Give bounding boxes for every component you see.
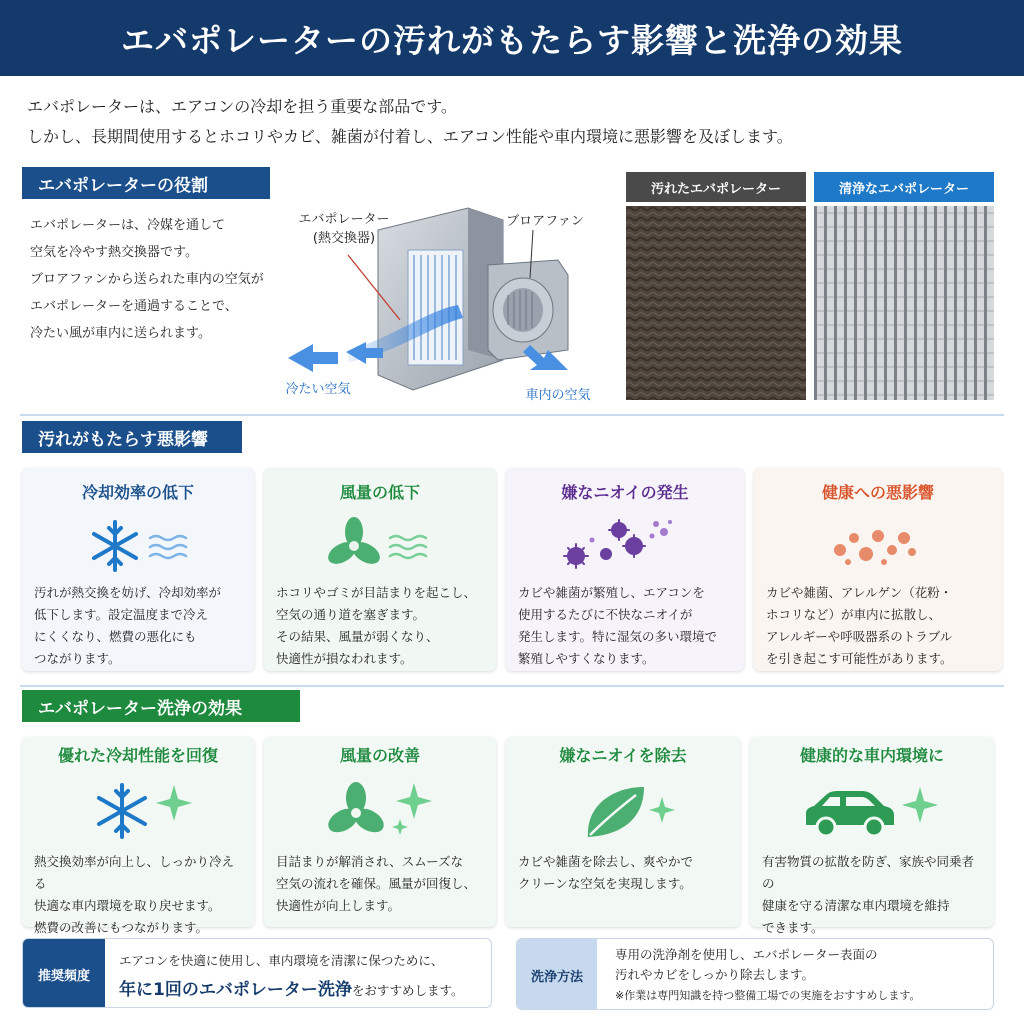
section-heading-benefits: エバポレーター洗浄の効果 xyxy=(22,690,300,722)
role-line: 冷たい風が車内に送られます。 xyxy=(30,326,211,341)
benefit-card-health xyxy=(750,737,994,935)
section-divider xyxy=(20,685,1004,687)
clean-evaporator-panel xyxy=(814,172,994,400)
fan-sparkle-icon xyxy=(264,773,496,849)
role-line: 空気を冷やす熱交換器です。 xyxy=(30,245,198,260)
effect-card-line: 発生します。特に湿気の多い環境で xyxy=(518,629,718,644)
effect-card-line: ホコリやゴミが目詰まりを起こし、 xyxy=(276,585,477,600)
intro-line-2: しかし、長期間使用するとホコリやカビ、雑菌が付着し、エアコン性能や車内環境に悪影響を及ぼします。 xyxy=(27,127,793,146)
cabin-air-label: 車内の空気 xyxy=(525,388,591,403)
effect-card-line: カビや雑菌、アレルゲン（花粉・ xyxy=(766,585,953,600)
benefit-card-body xyxy=(518,851,732,895)
cleaning-method-line: 汚れやカビをしっかり除去します。 xyxy=(615,967,815,982)
benefit-card-line: 健康を守る清潔な車内環境を維持 xyxy=(762,898,950,913)
dirty-evaporator-panel xyxy=(626,172,806,400)
intro-line-1: エバポレーターは、エアコンの冷却を担う重要な部品です。 xyxy=(27,97,457,116)
recommended-frequency-tag: 推奨頻度 xyxy=(23,939,105,1008)
effect-card-line: を引き起こす可能性があります。 xyxy=(766,651,953,666)
benefit-card-body xyxy=(762,851,986,939)
effect-card-line: にくくなり、燃費の悪化にも xyxy=(34,629,197,644)
leaf-sparkle-icon xyxy=(506,773,740,849)
intro-text xyxy=(27,92,1007,152)
effect-card-line: 低下します。設定温度まで冷え xyxy=(34,607,209,622)
page-title: エバポレーターの汚れがもたらす影響と洗浄の効果 xyxy=(121,20,903,60)
dirty-evaporator-photo xyxy=(626,206,806,400)
benefit-card-body xyxy=(34,851,246,939)
effect-card-body xyxy=(766,582,994,670)
cleaning-method-note: ※作業は専門知識を持つ整備工場での実施をおすすめします。 xyxy=(615,989,921,1002)
effect-card-body xyxy=(34,582,246,670)
role-line: エバポレーターを通過することで、 xyxy=(30,299,238,314)
evaporator-label-line: エバポレーター xyxy=(298,212,390,227)
car-sparkle-icon xyxy=(750,773,994,849)
benefit-card-line: クリーンな空気を実現します。 xyxy=(518,876,692,891)
recommended-frequency-highlight xyxy=(119,975,463,1000)
effect-card-title: 健康への悪影響 xyxy=(821,483,934,502)
dirty-evaporator-title: 汚れたエバポレーター xyxy=(626,172,806,202)
benefit-card-line: カビや雑菌を除去し、爽やかで xyxy=(518,854,694,869)
effect-card-line: 快適性が損なわれます。 xyxy=(276,651,413,666)
evaporator-diagram xyxy=(268,200,608,410)
effect-card-title: 嫌なニオイの発生 xyxy=(561,483,689,502)
role-line: ブロアファンから送られた車内の空気が xyxy=(30,272,264,287)
effect-card-title: 風量の低下 xyxy=(339,483,420,502)
effect-card-title: 冷却効率の低下 xyxy=(81,483,194,502)
clean-evaporator-photo xyxy=(814,206,994,400)
benefit-card-cooling xyxy=(22,737,254,935)
benefit-card-line: 快適な車内環境を取り戻せます。 xyxy=(34,898,221,913)
fan-icon xyxy=(264,510,496,580)
page-header xyxy=(0,0,1024,76)
effect-card-line: つながります。 xyxy=(34,651,121,666)
role-description xyxy=(30,212,290,347)
recommended-frequency-box xyxy=(22,938,492,1008)
effect-card-line: カビや雑菌が繁殖し、エアコンを xyxy=(518,585,705,600)
cleaning-method-tag: 洗浄方法 xyxy=(517,939,597,1010)
particles-icon xyxy=(754,510,1002,580)
benefit-card-title: 健康的な車内環境に xyxy=(799,746,944,765)
effect-card-body xyxy=(518,582,736,670)
benefit-card-body xyxy=(276,851,488,917)
benefit-card-line: 目詰まりが解消され、スムーズな xyxy=(276,854,464,869)
evaporator-label-line: (熱交換器) xyxy=(312,231,376,246)
effect-card-line: アレルギーや呼吸器系のトラブル xyxy=(766,629,953,644)
section-divider xyxy=(20,414,1004,416)
snowflake-icon xyxy=(22,510,254,580)
benefit-card-title: 嫌なニオイを除去 xyxy=(559,746,687,765)
mold-icon xyxy=(506,510,744,580)
effect-card-body xyxy=(276,582,488,670)
effect-card-cooling xyxy=(22,468,254,671)
benefit-card-airflow xyxy=(264,737,496,927)
benefit-card-title: 風量の改善 xyxy=(339,746,420,765)
evaporator-label xyxy=(284,210,404,248)
effect-card-line: 繁殖しやすくなります。 xyxy=(518,651,655,666)
cleaning-method-line: 専用の洗浄剤を使用し、エバポレーター表面の xyxy=(615,947,878,962)
effect-card-line: その結果、風量が弱くなり、 xyxy=(276,629,439,644)
effect-card-health xyxy=(754,468,1002,671)
cold-air-label: 冷たい空気 xyxy=(285,382,351,397)
benefit-card-line: 有害物質の拡散を防ぎ、家族や同乗者の xyxy=(762,854,975,891)
cleaning-method-box xyxy=(516,938,994,1010)
benefit-card-line: 快適性が向上します。 xyxy=(276,898,401,913)
benefit-card-line: 熱交換効率が向上し、しっかり冷える xyxy=(34,854,235,891)
section-heading-effects: 汚れがもたらす悪影響 xyxy=(22,421,242,453)
snowflake-sparkle-icon xyxy=(22,773,254,849)
recommended-frequency-strong: 年に1回のエバポレーター洗浄 xyxy=(119,980,352,1000)
benefit-card-odor xyxy=(506,737,740,927)
recommended-frequency-text: エアコンを快適に使用し、車内環境を清潔に保つために、 xyxy=(119,953,444,968)
benefit-card-line: 燃費の改善にもつながります。 xyxy=(34,920,209,935)
benefit-card-title: 優れた冷却性能を回復 xyxy=(57,746,218,765)
section-heading-role: エバポレーターの役割 xyxy=(22,167,270,199)
recommended-frequency-suffix: をおすすめします。 xyxy=(351,983,464,998)
blower-fan-label: ブロアファン xyxy=(506,214,584,229)
effect-card-airflow xyxy=(264,468,496,671)
benefit-card-line: 空気の流れを確保。風量が回復し、 xyxy=(276,876,477,891)
effect-card-line: 使用するたびに不快なニオイが xyxy=(518,607,693,622)
effect-card-line: 汚れが熱交換を妨げ、冷却効率が xyxy=(34,585,222,600)
role-line: エバポレーターは、冷媒を通して xyxy=(30,218,226,233)
effect-card-line: 空気の通り道を塞ぎます。 xyxy=(276,607,426,622)
effect-card-odor xyxy=(506,468,744,671)
benefit-card-line: できます。 xyxy=(762,920,824,935)
clean-evaporator-title: 清浄なエバポレーター xyxy=(814,172,994,202)
effect-card-line: ホコリなど）が車内に拡散し、 xyxy=(766,607,942,622)
